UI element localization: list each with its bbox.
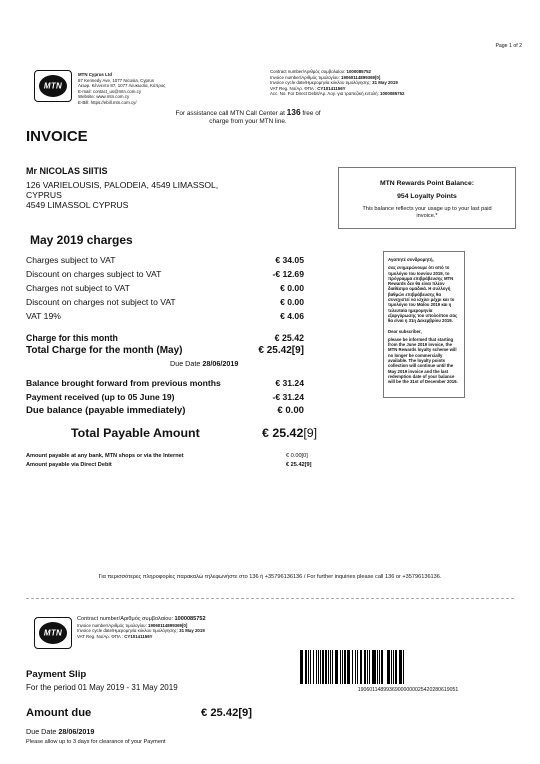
payable-bank-label: Amount payable at any bank, MTN shops or via the Internet — [26, 453, 184, 459]
customer-address-line-3: 4549 LIMASSOL CYPRUS — [26, 200, 129, 210]
charge-row: Charges subject to VAT € 34.05 — [26, 255, 304, 265]
slip-due-date: Due Date 28/06/2019 — [26, 727, 95, 736]
due-balance-row: Due balance (payable immediately) € 0.00 — [26, 405, 304, 416]
invoice-number-line: Invoice number/Αριθμός τιμολογίου: 19060114899369[0] — [270, 74, 381, 80]
slip-logo-text: MTN — [43, 628, 63, 638]
charge-row: Charges not subject to VAT € 0.00 — [26, 283, 304, 293]
logo-text: MTN — [43, 81, 63, 91]
mtn-logo — [34, 70, 72, 102]
payment-received-row: Payment received (up to 05 June 19) -€ 31.24 — [26, 392, 304, 402]
customer-address — [26, 180, 286, 210]
company-address-en: 87 Kennedy Ave, 1077 Nicosia, Cyprus — [78, 77, 155, 83]
company-ebill: E-Bill: https://ebill.mtn.com.cy/ — [78, 99, 137, 105]
charge-row: VAT 19% € 4.06 — [26, 311, 304, 321]
company-address-gr: Λεωφ. Κέννεντυ 87, 1077 Λευκωσία, Κύπρος — [78, 83, 166, 89]
slip-clearance-note: Please allow up to 3 days for clearance of your Payment — [26, 739, 166, 745]
contract-number-line: Contract number/Αριθμός συμβολαίου: 1000085752 — [270, 69, 371, 74]
company-website: Website: www.mtn.com.cy — [78, 94, 130, 100]
total-payable-value: € 25.42[9] — [262, 426, 318, 440]
payable-direct-debit-label: Amount payable via Direct Debit — [26, 462, 112, 468]
slip-invoice-line: Invoice number/Αριθμός τιμολογίου: 19060114899369[0] — [77, 622, 188, 628]
charge-row: Discount on charges not subject to VAT € 0.00 — [26, 297, 304, 307]
charge-month-row: Charge for this month € 25.42 — [26, 333, 304, 343]
slip-vat-line: VAT Reg. No/Αρ. ΦΠΑ : CY10141156Y — [77, 633, 153, 639]
notice-english-body: please be informed that starting from the June 2019 invoice, the MTN Rewards loyalty scheme will no longer be commercially available. The loyalty points collection will continue until the May 2019 invoice and the last redemption date of your balance will be the 31st of December 2019. — [388, 336, 458, 385]
company-name: MTN Cyprus Ltd — [78, 72, 112, 77]
company-info — [78, 72, 188, 106]
payable-direct-debit-value: € 25.42[9] — [286, 462, 312, 468]
notice-greek-heading: Αγαπητέ συνδρομητή, — [388, 257, 434, 262]
payment-barcode — [300, 650, 516, 684]
payment-slip-title: Payment Slip — [26, 669, 87, 680]
payment-slip-period: For the period 01 May 2019 - 31 May 2019 — [26, 683, 178, 692]
assistance-note: For assistance call MTN Call Center at 136 free of charge from your MTN line. — [175, 107, 321, 126]
charge-row: Discount on charges subject to VAT -€ 12.69 — [26, 269, 304, 279]
direct-debit-account-line: Acc. No. For Direct Debit/Αρ. Λογ. για τραπεζική εντολή: 1000085752 — [270, 91, 405, 97]
slip-cycle-line: Invoice cycle date/Ημερομηνία κύκλου τιμολόγησης: 31 May 2019 — [77, 628, 205, 634]
notice-greek-body: σας ενημερώνουμε ότι από το τιμολόγιο του Ιουνίου 2019, το πρόγραμμα επιβράβευσης MTN Rewards δεν θα είναι πλέον διαθέσιμο ομαδικά. Η συλλογή βαθμών επιβράβευσης θα συνεχιστεί να ισχύει μέχρι και το τιμολόγιο του Μαΐου 2019 και η τελευταία ημερομηνία εξαργύρωσης του υπολοίπου σας θα είναι η 31η Δεκεμβρίου 2019. — [388, 265, 458, 324]
rewards-note: This balance reflects your usage up to your last paid invoice.* — [362, 206, 492, 219]
slip-separator — [26, 598, 514, 599]
slip-contract-line: Contract number/Αριθμός συμβολαίου: 1000085752 — [77, 616, 206, 622]
account-info — [270, 69, 510, 97]
amount-due-value: € 25.42[9] — [201, 707, 252, 719]
customer-address-line-2: CYPRUS — [26, 190, 62, 200]
loyalty-notice-box — [383, 251, 465, 398]
customer-address-line-1: 126 VARIELOUSIS, PALODEIA, 4549 LIMASSOL, — [26, 180, 219, 190]
barcode-bar — [404, 650, 406, 684]
company-email: E-mail: contact_us@mtn.com.cy — [78, 88, 142, 94]
total-month-row: Total Charge for the month (May) € 25.42[9] — [26, 345, 304, 356]
footer-info: Για περισσότερες πληροφορίες παρακαλώ τηλεφωνήστε στο 136 ή +35796136136 / For further inquiries please call 136 or +35796136136. — [98, 574, 442, 580]
page-number: Page 1 of 2 — [495, 43, 522, 49]
customer-name: Mr NICOLAS SIITIS — [26, 166, 108, 176]
rewards-points: 954 Loyalty Points — [397, 193, 457, 200]
total-payable-label: Total Payable Amount — [71, 426, 200, 440]
due-date-line: Due Date 28/06/2019 — [170, 359, 239, 368]
amount-due-label: Amount due — [26, 707, 92, 719]
invoice-cycle-line: Invoice cycle date/Ημερομηνία κύκλου τιμολόγησης: 31 May 2019 — [270, 80, 398, 86]
slip-mtn-logo — [34, 617, 72, 649]
payable-bank-value: € 0.00[0] — [286, 453, 308, 459]
rewards-box — [338, 167, 516, 229]
barcode-number: 19060114899369000000025420280619051 — [357, 687, 459, 693]
slip-info — [77, 616, 317, 639]
vat-reg-line: VAT Reg. No/Αρ. ΦΠΑ : CY10141156Y — [270, 85, 346, 91]
rewards-title: MTN Rewards Point Balance: — [379, 180, 475, 187]
charges-title: May 2019 charges — [30, 233, 133, 247]
notice-english-heading: Dear subscriber, — [388, 328, 422, 334]
balance-row: Balance brought forward from previous months € 31.24 — [26, 378, 304, 388]
invoice-title: INVOICE — [26, 128, 88, 145]
